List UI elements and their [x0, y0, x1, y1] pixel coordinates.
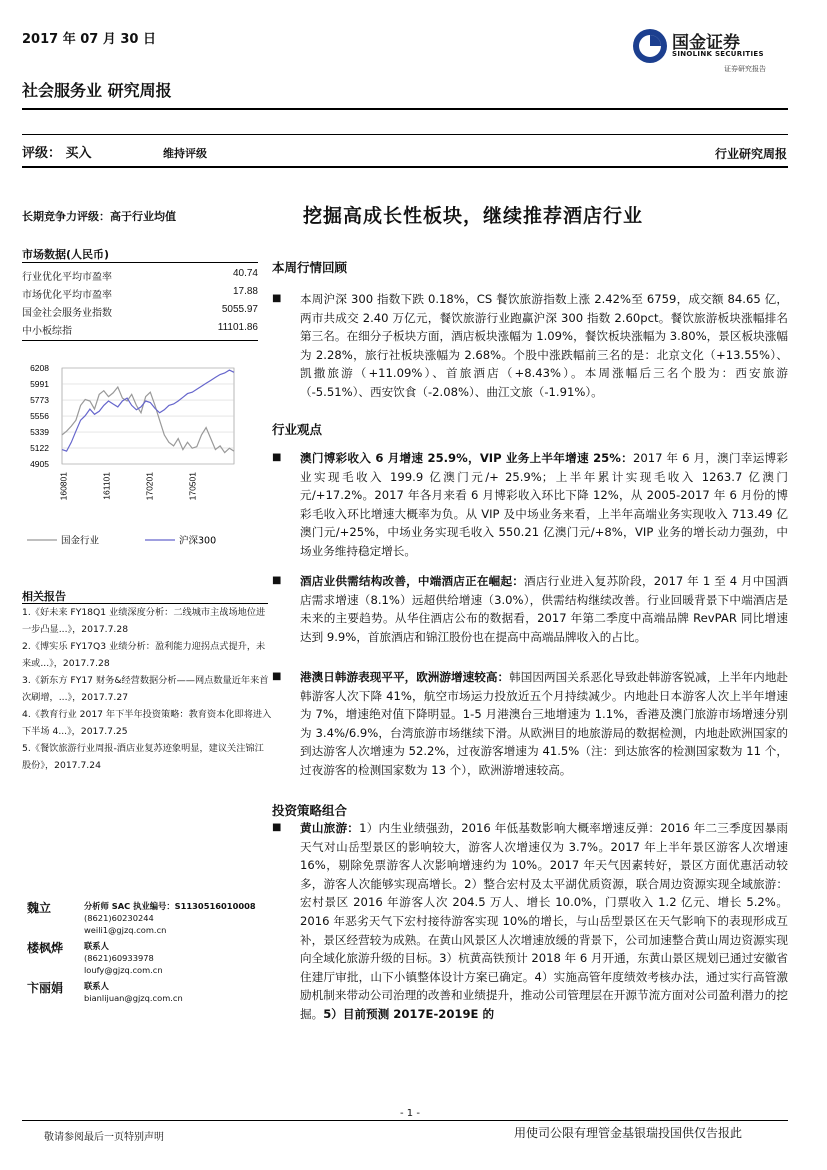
analyst-email[interactable]: loufy@gjzq.com.cn	[84, 965, 163, 975]
logo-en: SINOLINK SECURITIES	[672, 50, 764, 58]
market-value: 17.88	[232, 286, 258, 297]
section-portfolio: 投资策略组合	[272, 803, 348, 818]
chart-y-tick: 5991	[30, 378, 49, 389]
chart-y-tick: 6208	[30, 363, 49, 373]
bullet-icon	[272, 672, 282, 682]
paragraph-heading: 酒店业供需结构改善，中端酒店正在崛起：	[300, 574, 525, 588]
index-line-chart	[22, 362, 260, 562]
analyst-info: 联系人	[84, 941, 109, 951]
related-report-item[interactable]: 3.《新东方 FY17 财务&经营数据分析——网点数量近年来首次刷增，...》，2017.7.27	[22, 675, 269, 703]
report-date: 2017 年 07 月 30 日	[22, 32, 156, 47]
paragraph-body: 2017 年 6 月，澳门幸运博彩业实现毛收入 199.9 亿澳门元/+ 25.9%；上半年累计实现毛收入 1263.7 亿澳门元/+17.2%。2017 年各月来看 6 月博彩收入环比下降 12%，从 2005-2017 年 6 月份的博彩毛收入环比增速大概率为负。从 VIP 及中场业务来看，上半年高端业务实现收入 713.49 亿澳门元/+25%，中场业务实现毛收入 550.21 亿澳门元/+8%，VIP 业务的增长动力强劲，中场业务维持稳定增长。	[300, 451, 788, 558]
analyst-email[interactable]: bianlijuan@gjzq.com.cn	[84, 993, 183, 1003]
market-label: 市场优化平均市盈率	[22, 290, 112, 301]
paragraph-weekly-review: 本周沪深 300 指数下跌 0.18%，CS 餐饮旅游指数上涨 2.42%至 6759，成交额 84.65 亿，两市共成交 2.40 万亿元，餐饮旅游行业跑赢沪深 300 指数 2.60pct。餐饮旅游板块涨幅排名第三名。在细分子板块方面，酒店板块涨幅为 1.09%，餐饮板块涨幅为 3.80%，景区板块涨幅为 2.28%，旅行社板块涨幅为 2.68%。个股中涨跌幅前三名的是：北京文化（+13.55%）、凯撒旅游（+11.09%）、首旅酒店（+8.43%）。本周涨幅后三名个股为：西安旅游（-5.51%）、西安饮食（-2.08%）、曲江文旅（-1.91%）。	[300, 292, 788, 399]
related-report-item[interactable]: 5.《餐饮旅游行业周报-酒店业复苏迹象明显，建议关注锦江股份》，2017.7.24	[22, 743, 264, 771]
analyst-name: 卞丽娟	[27, 981, 64, 995]
market-row	[22, 286, 258, 301]
analyst-info: 联系人	[84, 981, 109, 991]
header-divider	[22, 108, 788, 110]
competitiveness-rating: 长期竞争力评级：高于行业均值	[22, 210, 176, 223]
chart-y-tick: 5773	[30, 395, 49, 406]
paragraph-outbound-travel	[300, 668, 788, 780]
rating-action: 维持评级	[163, 147, 207, 160]
footer-watermark: 用使司公限有理管金基银瑞投国供仅告报此	[514, 1126, 743, 1140]
related-report-item[interactable]: 4.《教育行业 2017 年下半年投资策略：教育资本化即将进入下半场 4...》，2017.7.25	[22, 709, 272, 737]
footer-disclaimer: 敬请参阅最后一页特别声明	[44, 1132, 164, 1143]
paragraph-tail: 5）目前预测 2017E-2019E 的	[323, 1006, 495, 1021]
market-row	[22, 304, 258, 319]
market-value: 40.74	[232, 268, 258, 279]
footer-divider	[22, 1120, 788, 1121]
analyst-info: (8621)60230244	[84, 913, 154, 923]
bullet-icon	[272, 823, 282, 833]
chart-legend-label: 国金行业	[61, 535, 100, 547]
sinolink-logo-icon	[630, 26, 670, 66]
paragraph-macau	[300, 449, 788, 561]
logo-cn: 国金证券	[672, 33, 740, 53]
rating-divider-bottom	[22, 166, 788, 168]
paragraph-heading: 黄山旅游：	[300, 821, 360, 835]
market-row	[22, 322, 258, 337]
paragraph-heading: 澳门博彩收入 6 月增速 25.9%，VIP 业务上半年增速 25%：	[300, 451, 633, 465]
logo-subtitle: 证券研究报告	[724, 65, 766, 73]
related-reports-title: 相关报告	[22, 590, 66, 603]
bullet-icon	[272, 576, 282, 586]
related-report-item[interactable]: 2.《博实乐 FY17Q3 业绩分析：盈利能力迎拐点式提升，未来或...》，2017.7.28	[22, 641, 266, 669]
market-value: 5055.97	[221, 304, 258, 315]
report-type: 行业研究周报	[714, 147, 787, 161]
sector-title: 社会服务业 研究周报	[22, 81, 172, 100]
section-weekly-review: 本周行情回顾	[272, 260, 348, 275]
market-value: 11101.86	[217, 322, 258, 333]
paragraph-huangshan	[300, 819, 788, 1024]
chart-x-tick: 170201	[144, 472, 155, 501]
chart-y-tick: 5556	[30, 411, 49, 422]
chart-series-line	[62, 370, 234, 451]
paragraph-body: 1）内生业绩强劲，2016 年低基数影响大概率增速反弹：2016 年二三季度因暴雨天气对山岳型景区的影响较大，游客人次增速仅为 3.7%。2017 年上半年景区游客人次增速 16%，剔除免票游客人次影响增速约为 10%。2017 年天气因素转好，景区方面优惠活动较多，游客人次能够实现高增长。2）整合宏村及太平湖优质资源，联合周边资源实现全域旅游：宏村景区 2016 年游客人次 204.5 万人、增长 10.0%，门票收入 1.2 亿元、增长 5.2%。2016 年恶劣天气下宏村接待游客实现 10%的增长，与山岳型景区在天气影响下的表现形成互补，景区经营较为成熟。在黄山风景区人次增速放缓的背景下，公司加速整合黄山周边资源实现向全域化旅游升级的目标。3）杭黄高铁预计 2018 年 6 月开通，东黄山景区规划已通过安徽省住建厅审批，山下小镇整体设计方案已确定。4）实施高管年度绩效考核办法，通过实行高管激励机制来带动公司治理的改善和业绩提升，推动公司管理层在开源节流方面对公司盈利潜力的挖掘。	[300, 821, 788, 1021]
chart-y-tick: 5122	[30, 443, 49, 454]
chart-y-tick: 5339	[30, 427, 49, 438]
paragraph-body: 韩国因两国关系恶化导致赴韩游客锐减，上半年内地赴韩游客人次下降 41%，航空市场运力投放近五个月持续减少。内地赴日本游客人次上半年增速为 7%，增速绝对值下降明显。1-5 月港澳台三地增速为 1.1%，香港及澳门旅游市场增速分别为 3.4%/6.9%，台湾旅游市场继续下滑。从欧洲目的地旅游局的数据检测，内地赴欧洲国家的到达游客人次增速为 52.2%，过夜游客增速为 41.5%（注：到达旅客的检测国家数为 11 个，过夜游客的检测国家数为 13 个），欧洲游增速较高。	[300, 670, 788, 777]
bullet-icon	[272, 453, 282, 463]
chart-legend-label: 沪深300	[179, 535, 217, 547]
market-divider-bottom	[22, 340, 258, 341]
rating-divider-top	[22, 134, 788, 135]
section-industry-view: 行业观点	[272, 422, 323, 437]
chart-x-tick: 161101	[101, 472, 112, 500]
main-headline: 挖掘高成长性板块，继续推荐酒店行业	[303, 205, 644, 227]
paragraph-hotel	[300, 572, 788, 646]
market-data-title: 市场数据(人民币)	[22, 248, 110, 261]
market-label: 国金社会服务业指数	[22, 308, 112, 319]
paragraph-body: 酒店行业进入复苏阶段，2017 年 1 至 4 月中国酒店需求增速（8.1%）远超供给增速（3.0%），供需结构继续改善。行业回暖背景下中端酒店是未来的主要趋势。从华住酒店公布的数据看，2017 年第二季度中高端品牌 RevPAR 同比增速达到 9.9%，首旅酒店和锦江股份也在提高中高端品牌收入的占比。	[300, 574, 788, 644]
market-label: 中小板综指	[22, 326, 72, 337]
chart-x-tick: 160801	[58, 472, 69, 501]
chart-x-tick: 170501	[187, 472, 198, 501]
analyst-info: (8621)60933978	[84, 953, 154, 963]
market-row	[22, 268, 258, 283]
rating-label: 评级： 买入	[22, 146, 92, 161]
page-number: - 1 -	[400, 1108, 420, 1119]
analyst-name: 楼枫烨	[27, 941, 64, 955]
paragraph-heading: 港澳日韩游表现平平，欧洲游增速较高：	[300, 670, 510, 684]
market-label: 行业优化平均市盈率	[22, 272, 112, 283]
analyst-info: 分析师 SAC 执业编号：S1130516010008	[84, 901, 256, 911]
chart-y-tick: 4905	[30, 459, 49, 469]
related-report-item[interactable]: 1.《好未来 FY18Q1 业绩深度分析：二线城市主战场地位进一步凸显...》，2017.7.28	[22, 607, 266, 635]
analyst-name: 魏立	[27, 901, 52, 915]
bullet-icon	[272, 294, 282, 304]
analyst-email[interactable]: weili1@gjzq.com.cn	[84, 925, 167, 935]
chart-series-line	[62, 387, 234, 453]
market-divider	[22, 262, 258, 263]
